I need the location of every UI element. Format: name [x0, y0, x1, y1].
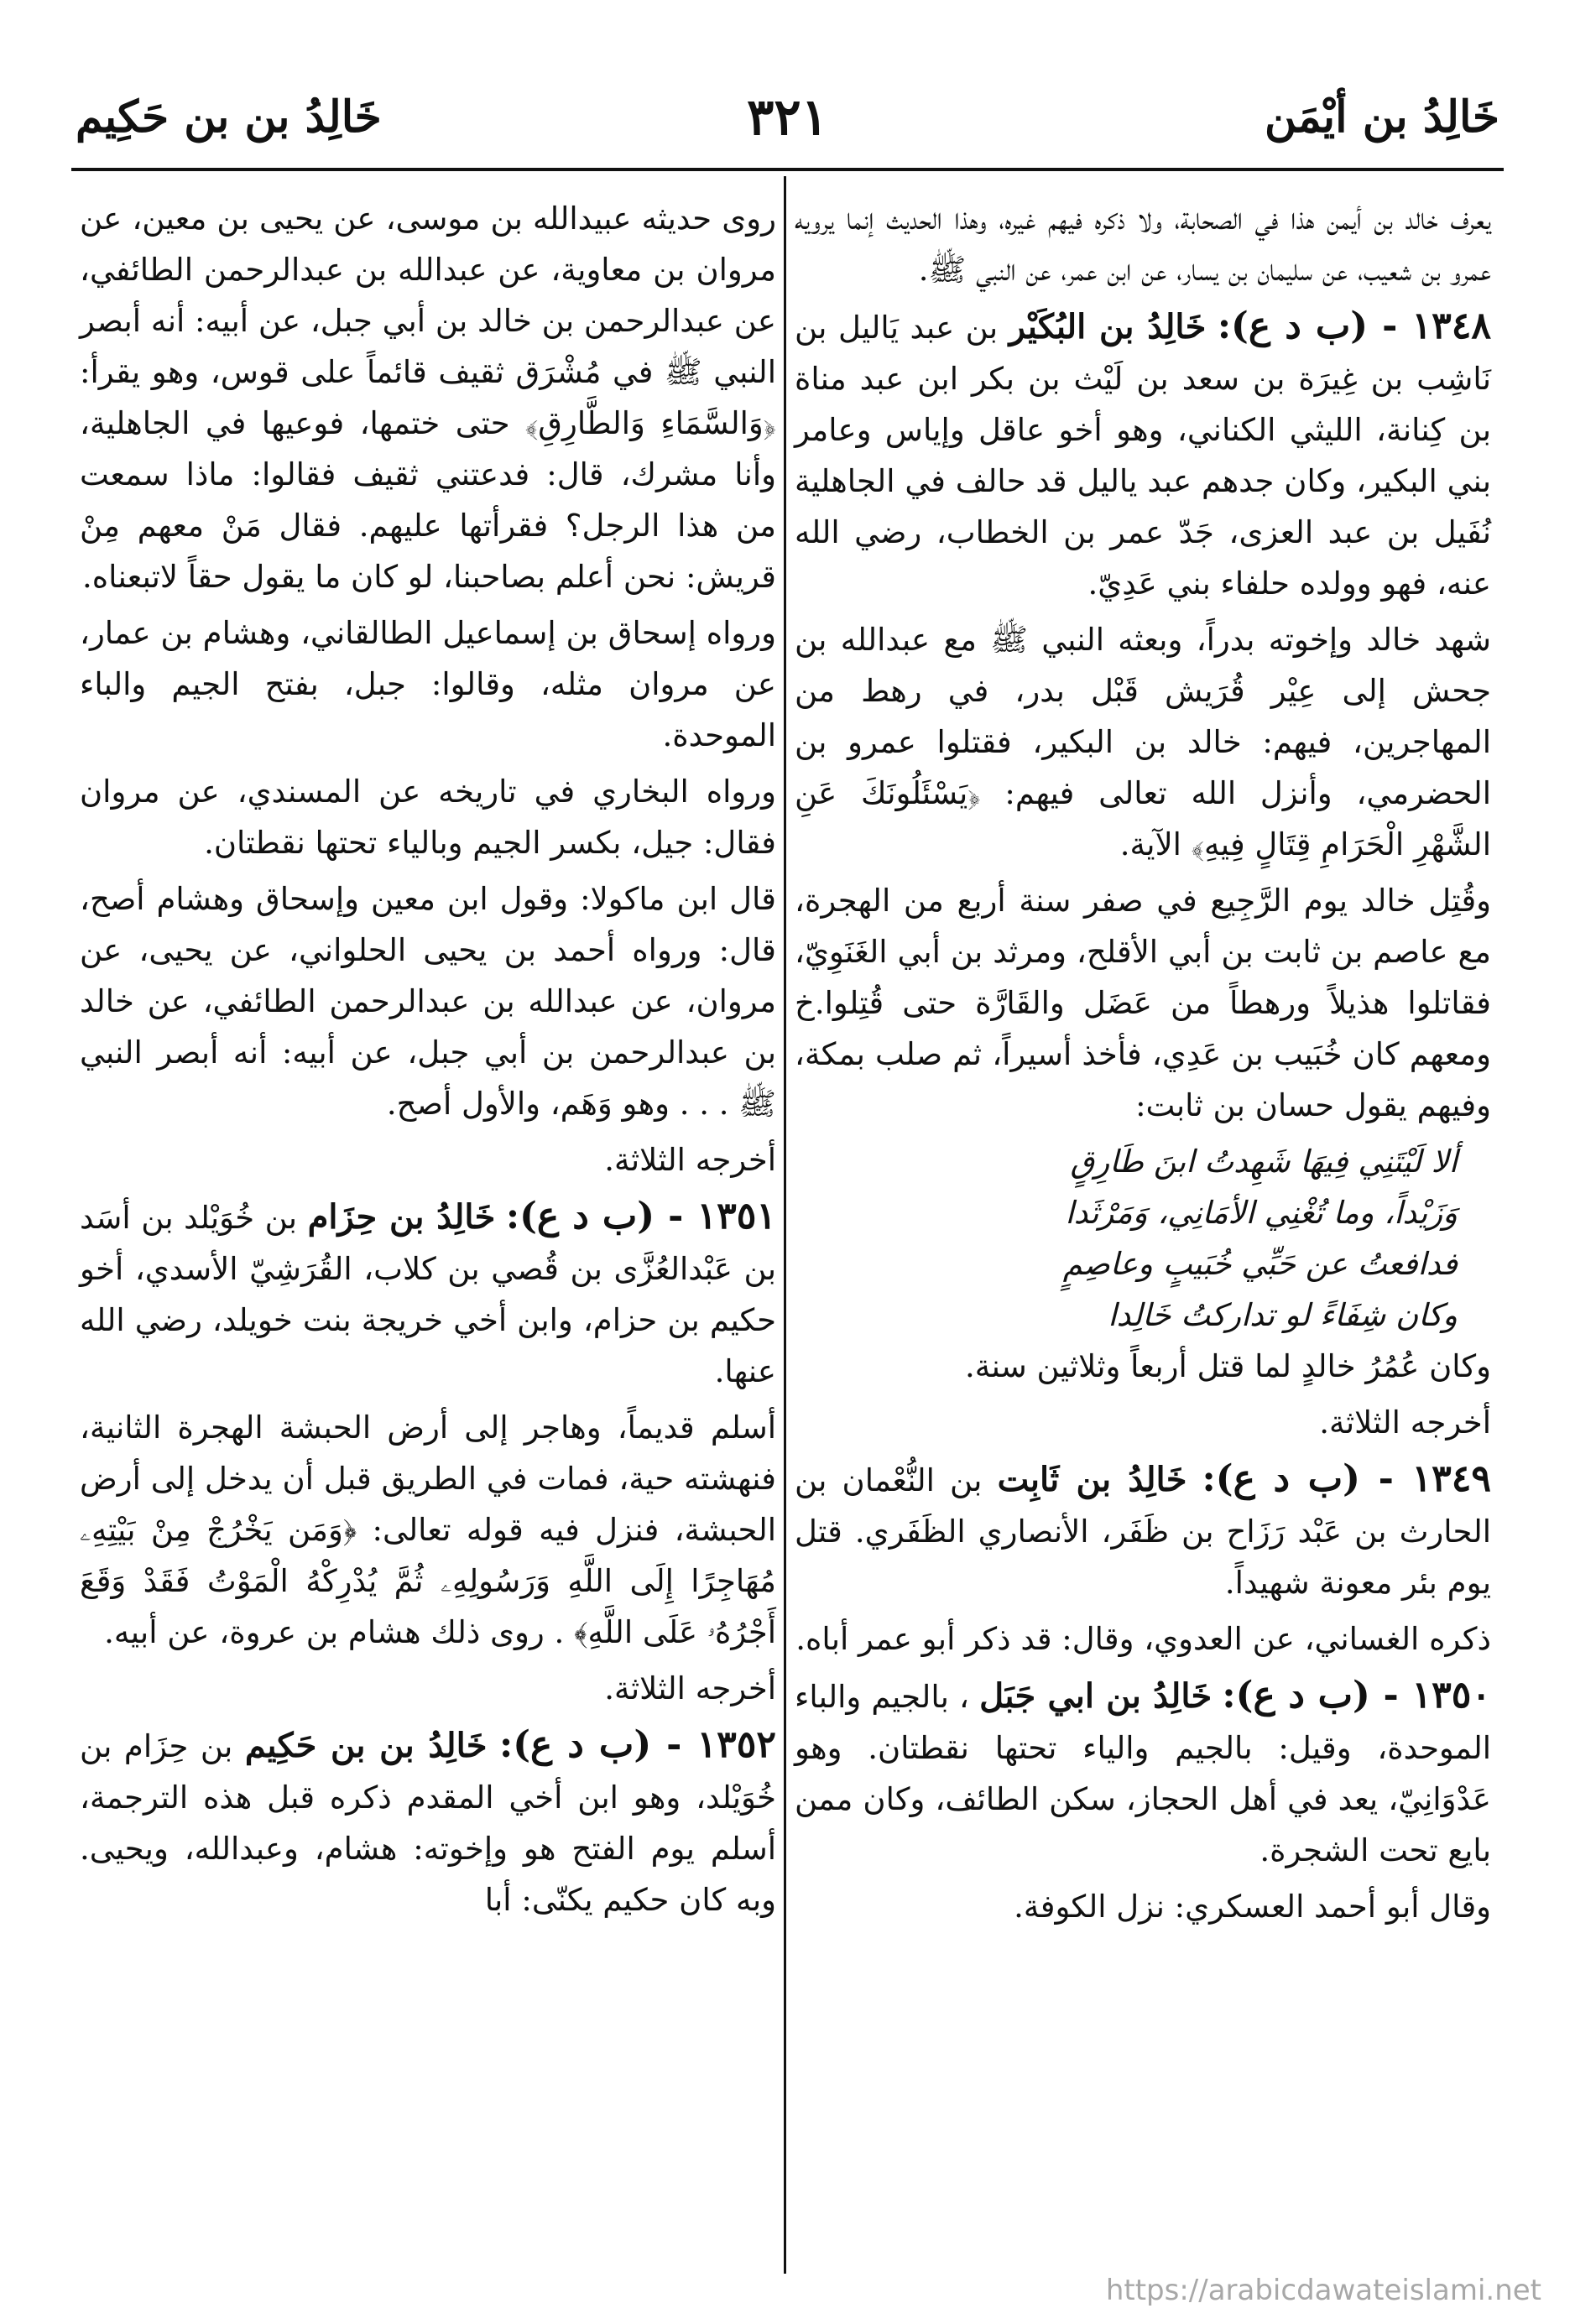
running-header — [76, 80, 1499, 155]
paragraph: يعرف خالد بن أيمن هذا في الصحابة، ولا ذكره فيهم غيره، وهذا الحديث إنما يرويه عمرو بن شعيب، عن سليمان بن يسار، عن ابن عمر، عن النبي ﷺ. — [795, 201, 1491, 288]
poem-line: ألا لَيْتَنِي فِيهَا شَهِدتُ ابنَ طَارِقٍ — [1070, 1144, 1458, 1180]
watermark-url: https://arabicdawateislami.net — [1105, 2274, 1541, 2307]
paragraph: أخرجه الثلاثة. — [604, 1142, 776, 1178]
poem-line: فدافعتُ عن حَبِّي خُبَيبٍ وعاصِمٍ — [1062, 1246, 1458, 1282]
column-divider — [784, 176, 786, 2274]
entry-name: خَالِدُ بن بن حَكِيم — [244, 1726, 488, 1765]
entry-number: ١٣٤٩ - (ب د ع): — [1202, 1457, 1491, 1500]
entry-name: خَالِدُ بن ابي جَبَل — [979, 1676, 1213, 1716]
poem — [795, 1136, 1491, 1341]
header-rule — [71, 168, 1504, 171]
paragraph: أخرجه الثلاثة. — [1319, 1404, 1491, 1441]
header-left-title: خَالِدُ بن بن حَكِيم — [76, 91, 382, 143]
right-column — [795, 193, 1491, 1937]
entry-name: خَالِدُ بن ثَابِت — [997, 1460, 1187, 1499]
paragraph: وكان عُمُرُ خالدٍ لما قتل أربعاً وثلاثين سنة. — [965, 1348, 1491, 1384]
entry-text: بن حِزَام بن خُوَيْلد، وهو ابن أخي المقدم ذكره قبل هذه الترجمة، أسلم يوم الفتح هو وإخوته: هشام، وعبدالله، ويحيى. وبه كان حكيم يكنّى: أبا — [80, 1728, 776, 1918]
entry-number: ١٣٥٠ - (ب د ع): — [1222, 1674, 1492, 1717]
paragraph: وقال أبو أحمد العسكري: نزل الكوفة. — [1014, 1889, 1491, 1925]
page-number: ٣٢١ — [747, 88, 828, 147]
entry-1350 — [795, 1670, 1491, 1876]
entry-text: بن خُوَيْلد بن أسَد بن عَبْدالعُزَّى بن قُصي بن كلاب، القُرَشِيّ الأسدي، أخو حكيم بن حزام، وابن أخي خريجة بنت خويلد، رضي الله عنها. — [80, 1200, 776, 1389]
entry-number: ١٣٤٨ - (ب د ع): — [1217, 305, 1492, 347]
entry-number: ١٣٥١ - (ب د ع): — [505, 1195, 777, 1238]
header-right-title: خَالِدُ بن أيْمَن — [1265, 91, 1499, 143]
paragraph: شهد خالد وإخوته بدراً، وبعثه النبي ﷺ مع عبدالله بن جحش إلى عِيْر قُرَيش قَبْل بدر، في رهط من المهاجرين، فيهم: خالد بن البكير، فقتلوا عمرو بن الحضرمي، وأنزل الله تعالى فيهم: ﴿يَسْئَلُونَكَ عَنِ الشَّهْرِ الْحَرَامِ قِتَالٍ فِيهِ﴾ الآية. — [795, 622, 1491, 862]
paragraph: أخرجه الثلاثة. — [604, 1670, 776, 1707]
entry-1349 — [795, 1453, 1491, 1608]
poem-line: وكان شِفَاءً لو تداركتُ خَالِدا — [1108, 1297, 1458, 1333]
entry-text: بن النُّعْمان بن الحارث بن عَبْد رَزَاح بن ظَفَر، الأنصاري الظَفَري. قتل يوم بئر معونة شهيداً. — [795, 1462, 1491, 1601]
paragraph: ذكره الغساني، عن العدوي، وقال: قد ذكر أبو عمر أباه. — [795, 1621, 1491, 1657]
entry-number: ١٣٥٢ - (ب د ع): — [498, 1723, 776, 1766]
left-column — [80, 193, 776, 1931]
entry-1351 — [80, 1191, 776, 1397]
paragraph: ورواه البخاري في تاريخه عن المسندي، عن مروان فقال: جيل، بكسر الجيم وبالياء تحتها نقطتان. — [80, 774, 776, 861]
entry-1352 — [80, 1719, 776, 1925]
entry-1348 — [795, 300, 1491, 609]
entry-text: ، بالجيم والباء الموحدة، وقيل: بالجيم والياء تحتها نقطتان. وهو عَدْوَانِيّ، يعد في أهل الحجاز، سكن الطائف، وكان ممن بايع تحت الشجرة. — [795, 1679, 1491, 1868]
paragraph: قال ابن ماكولا: وقول ابن معين وإسحاق وهشام أصح، قال: ورواه أحمد بن يحيى الحلواني، عن يحيى، عن مروان، عن عبدالله بن عبدالرحمن الطائفي، عن خالد بن عبدالرحمن بن أبي جبل، عن أبيه: أنه أبصر النبي ﷺ . . . وهو وَهَم، والأول أصح. — [80, 881, 776, 1122]
poem-line: وَزَيْداً، وما تُغْنِي الأمَانِي، وَمَرْثَدا — [1065, 1195, 1458, 1231]
entry-name: خَالِدُ بن البُكَيْر — [1009, 307, 1207, 347]
entry-name: خَالِدُ بن حِزَام — [307, 1197, 496, 1237]
paragraph: وقُتِل خالد يوم الرَّجِيع في صفر سنة أربع من الهجرة، مع عاصم بن ثابت بن أبي الأقلح، ومرثد بن أبي الغَنَوِيّ، فقاتلوا هذيلاً ورهطاً من عَضَل والقَارَّة حتى قُتِلوا.خ ومعهم كان خُبَيب بن عَدِي، فأخذ أسيراً، ثم صلب بمكة، وفيهم يقول حسان بن ثابت: — [795, 883, 1491, 1123]
paragraph: روى حديثه عبيدالله بن موسى، عن يحيى بن معين، عن مروان بن معاوية، عن عبدالله بن عبدالرحمن الطائفي، عن عبدالرحمن بن خالد بن أبي جبل، عن أبيه: أنه أبصر النبي ﷺ في مُشْرَق ثقيف قائماً على قوس، وهو يقرأ: ﴿وَالسَّمَاءِ وَالطَّارِقِ﴾ حتى ختمها، فوعيها في الجاهلية، وأنا مشرك، قال: فدعتني ثقيف فقالوا: ماذا سمعت من هذا الرجل؟ فقرأتها عليهم. فقال مَنْ معهم مِنْ قريش: نحن أعلم بصاحبنا، لو كان ما يقول حقاً لاتبعناه. — [80, 201, 776, 595]
entry-text: بن عبد يَاليل بن نَاشِب بن غِيرَة بن سعد بن لَيْث بن بكر ابن عبد مناة بن كِنانة، الليثي الكناني، وهو أخو عاقل وإياس وعامر بني البكير، وكان جدهم عبد ياليل قد حالف في الجاهلية نُفَيل بن عبد العزى، جَدّ عمر بن الخطاب، رضي الله عنه، فهو وولده حلفاء بني عَدِيّ. — [795, 310, 1491, 602]
paragraph: ورواه إسحاق بن إسماعيل الطالقاني، وهشام بن عمار، عن مروان مثله، وقالوا: جبل، بفتح الجيم والباء الموحدة. — [80, 615, 776, 753]
paragraph: أسلم قديماً، وهاجر إلى أرض الحبشة الهجرة الثانية، فنهشته حية، فمات في الطريق قبل أن يدخل إلى أرض الحبشة، فنزل فيه قوله تعالى: ﴿وَمَن يَخْرُجْ مِنْ بَيْتِهِۦ مُهَاجِرًا إِلَى اللَّهِ وَرَسُولِهِۦ ثُمَّ يُدْرِكْهُ الْمَوْتُ فَقَدْ وَقَعَ أَجْرُهُۥ عَلَى اللَّهِ﴾ . روى ذلك هشام بن عروة، عن أبيه. — [80, 1410, 776, 1650]
